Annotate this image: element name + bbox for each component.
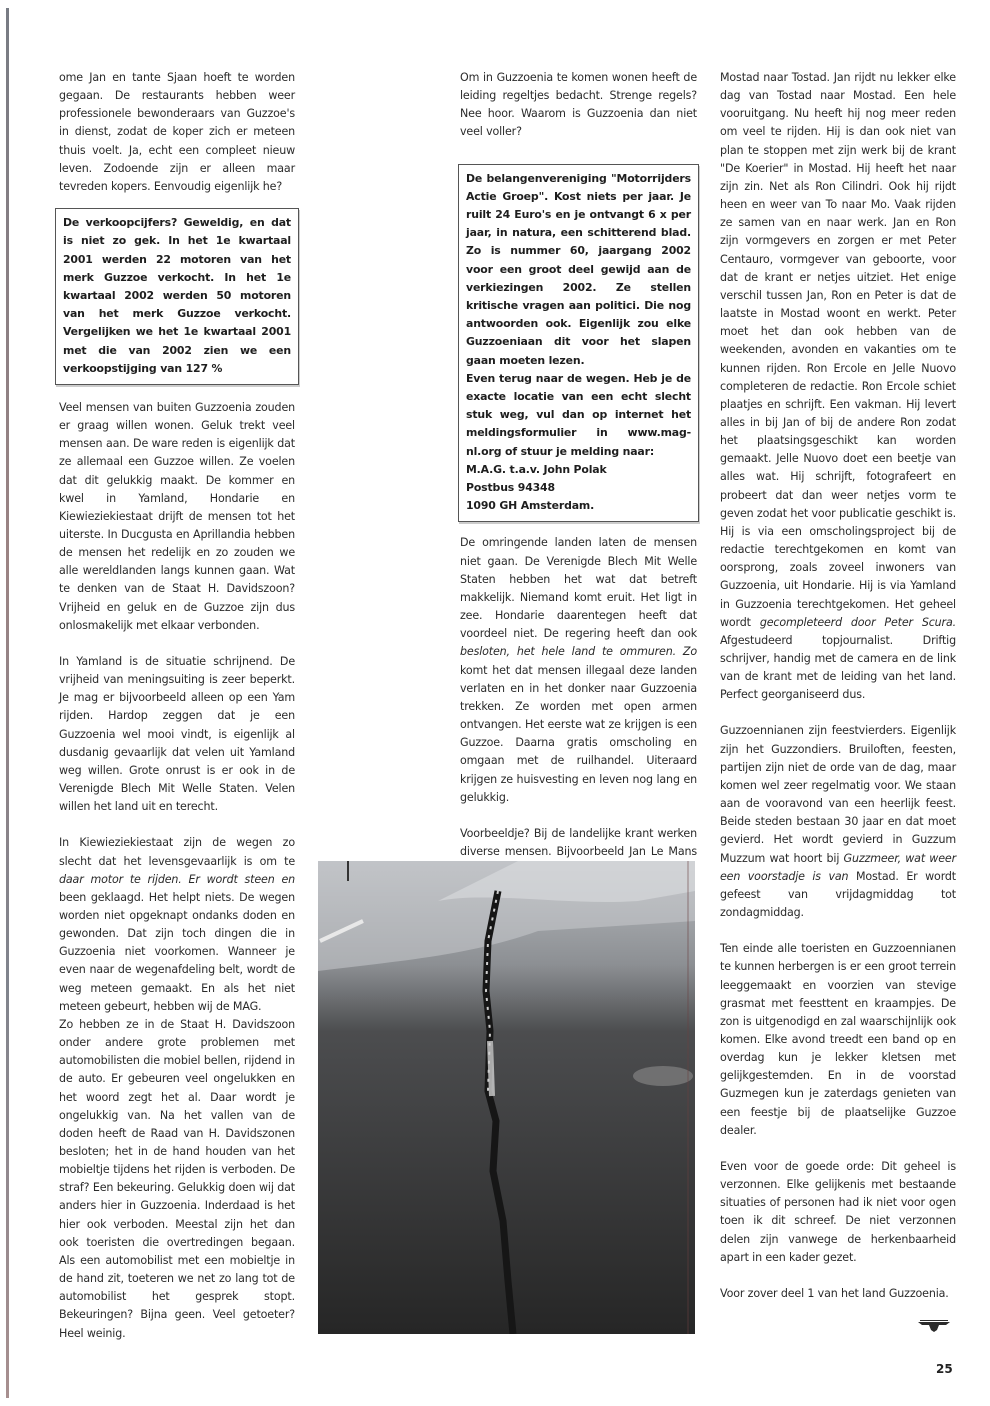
paragraph: Om in Guzzoenia te komen wonen heeft de leiding regeltjes bedacht. Strenge regels? Nee hoor. Waarom is Guzzoenia dan niet veel voller? — [460, 71, 697, 139]
address-line: Postbus 94348 — [466, 481, 555, 495]
road-photo-image — [318, 861, 695, 1334]
paragraph: Veel mensen van buiten Guzzoenia zouden er graag willen wonen. Geluk trekt veel mensen aan. De ware reden is eigenlijk dat ze allemaal een Guzzoe willen. Ze voelen dat dit gelukkig maakt. De kommer en kwel in Yamland, Hondarie en Kiewieziekiestaat drijft de mensen tot het uiterste. In Ducgusta en Aprillandia hebben de mensen het redelijk en zo zouden we alle wereldlanden langs kunnen gaan. Wat te denken van de Staat H. Davidszoon? Vrijheid en geluk en de Guzzoe zijn dus onlosmakelijk met elkaar verbonden. — [59, 400, 295, 632]
text-run: Mostad. Er wordt gefeest van vrijdagmiddag tot zondagmiddag. — [720, 869, 956, 920]
italic-text-run: Guzzmeer, wat weer een voorstadje is van — [720, 851, 956, 883]
road-photo — [318, 861, 695, 1334]
column-2 — [460, 69, 697, 879]
text-run: In Kiewieziekiestaat zijn de wegen zo slecht dat het levensgevaarlijk is om te — [59, 836, 295, 868]
page-spine-edge — [6, 8, 9, 1398]
winged-emblem-icon — [917, 1318, 951, 1337]
box-text: Even terug naar de wegen. Heb je de exacte locatie van een echt slecht stuk weg, vul dan op internet het meldingsformulier in www.mag-nl.org of stuur je melding naar: — [466, 371, 691, 458]
paragraph — [59, 834, 295, 1016]
paragraph: Ten einde alle toeristen en Guzzoennianen te kunnen herbergen is er een groot terrein leeggemaakt en voorzien van stevige grasmat met feesttent en kraampjes. De zon is uitgenodigd en zal waarschijnlijk ook komen. Elke avond treedt een band op en overdag kun je lekker kletsen met gelijkgestemden. En in de voorstad Guzmegen kun je zaterdags genieten van een feestje bij de plaatselijke Guzzoe dealer. — [720, 942, 956, 1137]
column-1 — [59, 69, 295, 1343]
column-3 — [720, 69, 956, 1303]
address-line: M.A.G. t.a.v. John Polak — [466, 462, 607, 476]
paragraph: In Yamland is de situatie schrijnend. De vrijheid van meningsuiting is zeer beperkt. Je mag er bijvoorbeeld alleen op een Yam rijden. Hardop zeggen dat je een Guzzoenia wel mooi vindt, is eigenlijk al dusdanig gevaarlijk dat velen uit Yamland weg willen. Grote onrust is er ook in de Verenigde Blech Mit Welle Staten. Velen willen het land uit en terecht. — [59, 654, 295, 814]
page-number: 25 — [936, 1362, 953, 1376]
text-run: De omringende landen laten de mensen niet gaan. De Verenigde Blech Mit Welle Staten hebben het wat dat betreft makkelijk. Niemand komt eruit. Het ligt in zee. Hondarie daarentegen heeft dat voordeel niet. De regering heeft dan ook — [460, 536, 697, 641]
text-run: been geklaagd. Het helpt niets. De wegen worden niet opgeknapt ondanks doden en gewonden. Dat zijn toch dingen die in Guzzoenia niet voorkomen. Wanneer je even naar de wegenafdeling belt, wordt de weg meteen gemaakt. En als het niet meteen gebeurt, hebben wij de MAG. — [59, 890, 295, 1013]
paragraph: Voorbeeldje? Bij de landelijke krant werken diverse mensen. Bijvoorbeeld Jan Le Mans — [460, 826, 697, 858]
italic-text-run: besloten, het hele land te ommuren. Zo — [460, 645, 697, 659]
text-run: Guzzoennianen zijn feestvierders. Eigenlijk zijn het Guzzondiers. Bruiloften, feesten, partijen zijn niet de orde van de dag, maar komen wel zeer regelmatig voor. We staan aan de vooravond van een heerlijk feest. Beide steden bestaan 30 jaar en dat moet gevierd. Het wordt gevierd in Guzzum Muzzum wat hoort bij — [720, 724, 956, 865]
address-line: 1090 GH Amsterdam. — [466, 499, 595, 513]
text-run: Afgestudeerd topjournalist. Driftig schrijver, handig met de camera en de link van de krant met de leiding van het land. Perfect georganiseerd dus. — [720, 633, 956, 702]
paragraph: Voor zover deel 1 van het land Guzzoenia. — [720, 1286, 949, 1300]
paragraph: Even voor de goede orde: Dit geheel is verzonnen. Elke gelijkenis met bestaande situaties of personen had ik niet voor ogen toen ik dit schreef. De niet verzonnen delen zijn vanwege de herkenbaarheid apart in een kader gezet. — [720, 1159, 956, 1264]
paragraph: ome Jan en tante Sjaan hoeft te worden gegaan. De restaurants hebben weer professionele bewonderaars van Guzzoe's in dienst, zodat de koper zich er meteen thuis voelt. Ja, echt een compleet nieuw leven. Zodoende zijn er alleen maar tevreden kopers. Eenvoudig eigenlijk he? — [59, 71, 295, 193]
italic-text-run: gecompleteerd door Peter Scura. — [759, 615, 956, 629]
paragraph: Zo hebben ze in de Staat H. Davidszoon onder andere grote problemen met automobilisten die mobiel bellen, rijdend in de auto. Er gebeuren veel ongelukken en het woord zegt het al. Daar wordt je ongelukkig van. Na het vallen van de doden heeft de Raad van H. Davidszonen besloten; het in de hand houden van het mobieltje tijdens het rijden is verboden. De straf? Een bekeuring. Gelukkig doen wij dat anders hier in Guzzoenia. Inderdaad is het hier ook verboden. Meestal zijn het dan ook toeristen die overtredingen begaan. Als een automobilist met een mobieltje in de hand zit, toeteren we net zo lang tot de automobilist het gesprek stopt. Bekeuringen? Bijna geen. Veel getoeter? Heel weinig. — [59, 1017, 295, 1340]
paragraph — [460, 534, 697, 806]
paragraph — [720, 69, 956, 704]
sales-figures-box — [55, 208, 299, 385]
box-text: De verkoopcijfers? Geweldig, en dat is niet zo gek. In het 1e kwartaal 2001 werden 22 motoren van het merk Guzzoe verkocht. In het 1e kwartaal 2002 werden 50 motoren van het merk Guzzoe verkocht. Vergelijken we het 1e kwartaal 2001 met die van 2002 zien we een verkoopstijging van 127 % — [63, 216, 291, 375]
text-run: komt het dat mensen illegaal deze landen verlaten en in het donker naar Guzzoenia trekken. Ze worden met open armen ontvangen. Het eerste wat ze krijgen is een Guzzoe. Daarna gratis omscholing en omgaan met de ruilhandel. Uiteraard krijgen ze huisvesting en leven nog lang en gelukkig. — [460, 663, 697, 804]
box-text: De belangenvereniging "Motorrijders Actie Groep". Kost niets per jaar. Je ruilt 24 Euro's en je ontvangt 6 x per jaar, in natura, een schitterend blad. Zo is nummer 60, jaargang 2002 voor een groot deel gewijd aan de verkiezingen 2002. Ze stellen kritische vragen aan politici. Die nog antwoorden ook. Eigenlijk zou elke Guzzoeniaan dit voor het slapen gaan moeten lezen. — [466, 171, 691, 367]
italic-text-run: daar motor te rijden. Er wordt steen en — [59, 872, 295, 886]
mag-info-box — [458, 164, 699, 523]
paragraph — [720, 722, 956, 922]
text-run: Mostad naar Tostad. Jan rijdt nu lekker elke dag van Tostad naar Mostad. Een hele vooruitgang. Nu heeft hij nog meer reden om veel te rijden. Hij is dan ook niet van plan te stoppen met zijn werk bij de krant "De Koerier" in Mostad. Hij heeft het naar zijn zin. Net als Ron Cilindri. Ook hij rijdt heen en weer van To naar Mo. Vaak rijden ze samen van en naar werk. Jan en Ron zijn vormgevers en zorgen er met Peter Centauro, vormgever van geboorte, voor dat de krant er netjes uitziet. Het enige verschil tussen Jan, Ron en Peter is dat de laatste in Mostad woont en werkt. Peter moet het dan ook hebben van de weekenden, avonden en vakanties om te kunnen rijden. Ron Ercole en Jelle Nuovo completeren de redactie. Ron Ercole schiet plaatjes en schrijft. Een vakman. Hij levert alles in bij Jan of bij de andere Ron zodat het plaatsingsgeschikt kan worden gemaakt. Jelle Nuovo doet een beetje van alles wat. Hij schrijft, fotografeert en probeert dat dan weer netjes vorm te geven zodat het voor publicatie geschikt is. Hij is via een omscholingsproject bij de redactie terechtgekomen en komt van oorsprong, zoals zoveel inwoners van Guzzoenia, uit Hondarie. Hij is via Yamland in Guzzoenia terechtgekomen. Het geheel wordt — [720, 71, 957, 629]
